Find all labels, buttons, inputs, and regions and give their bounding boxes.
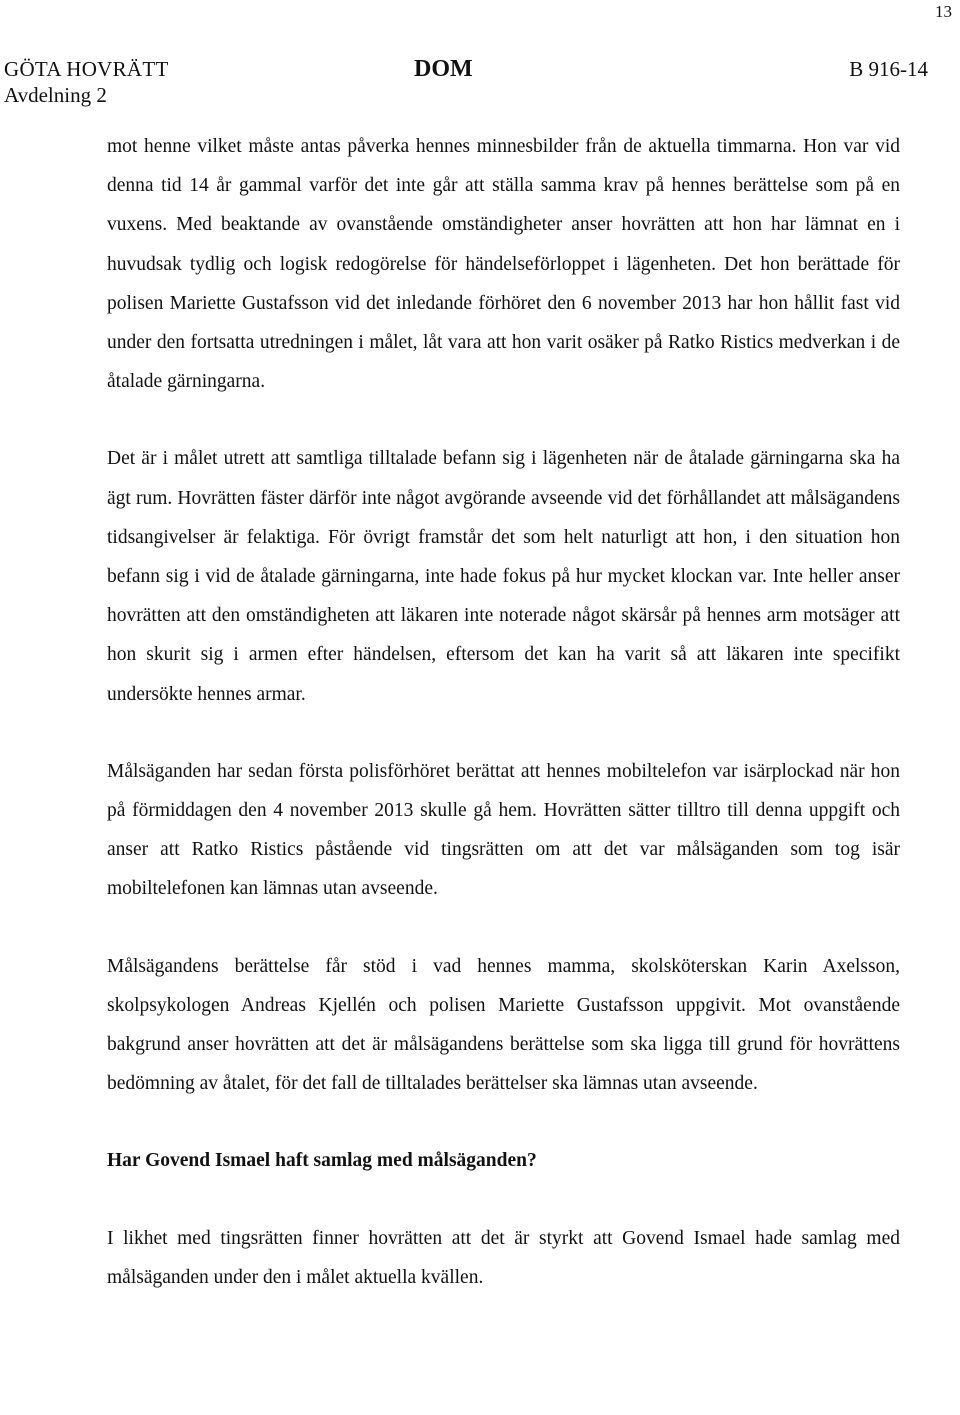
court-name: GÖTA HOVRÄTT xyxy=(4,57,169,81)
document-body xyxy=(107,127,900,1335)
document-header xyxy=(4,56,928,108)
paragraph-5: I likhet med tingsrätten finner hovrätten att det är styrkt att Govend Ismael hade samlag med målsäganden under den i målet aktuella kvällen. xyxy=(107,1227,900,1288)
court-division: Avdelning 2 xyxy=(4,83,107,107)
paragraph-1: mot henne vilket måste antas påverka hennes minnesbilder från de aktuella timmarna. Hon var vid denna tid 14 år gammal varför det inte går att ställa samma krav på hennes berättelse som på en vuxens. Med beaktande av ovanstående omständigheter anser hovrätten att hon har lämnat en i huvudsak tydlig och logisk redogörelse för händelseförloppet i lägenheten. Det hon berättade för polisen Mariette Gustafsson vid det inledande förhöret den 6 november 2013 har hon hållit fast vid under den fortsatta utredningen i målet, låt vara att hon varit osäker på Ratko Ristics medverkan i de åtalade gärningarna. xyxy=(107,136,900,393)
section-heading: Har Govend Ismael haft samlag med målsäganden? xyxy=(107,1150,537,1172)
paragraph-3: Målsäganden har sedan första polisförhöret berättat att hennes mobiltelefon var isärplockad när hon på förmiddagen den 4 november 2013 skulle gå hem. Hovrätten sätter tilltro till denna uppgift och anser att Ratko Ristics påstående vid tingsrätten om att det var målsäganden som tog isär mobiltelefonen kan lämnas utan avseende. xyxy=(107,760,900,900)
paragraph-4: Målsägandens berättelse får stöd i vad hennes mamma, skolsköterskan Karin Axelsson, skolpsykologen Andreas Kjellén och polisen Mariette Gustafsson uppgivit. Mot ovanstående bakgrund anser hovrätten att det är målsägandens berättelse som ska ligga till grund för hovrättens bedömning av åtalet, för det fall de tilltalades berättelser ska lämnas utan avseende. xyxy=(107,955,900,1095)
case-number: B 916-14 xyxy=(849,57,928,81)
paragraph-2: Det är i målet utrett att samtliga tilltalade befann sig i lägenheten när de åtalade gärningarna ska ha ägt rum. Hovrätten fäster därför inte något avgörande avseende vid det förhållandet att målsägandens tidsangivelser är felaktiga. För övrigt framstår det som helt naturligt att hon, i den situation hon befann sig i vid de åtalade gärningarna, inte hade fokus på hur mycket klockan var. Inte heller anser hovrätten att den omständigheten att läkaren inte noterade något skärsår på hennes arm motsäger att hon skurit sig i armen efter händelsen, eftersom det kan ha varit så att läkaren inte specifikt undersökte hennes armar. xyxy=(107,448,900,705)
page-number: 13 xyxy=(935,2,952,21)
document-type: DOM xyxy=(414,56,473,82)
